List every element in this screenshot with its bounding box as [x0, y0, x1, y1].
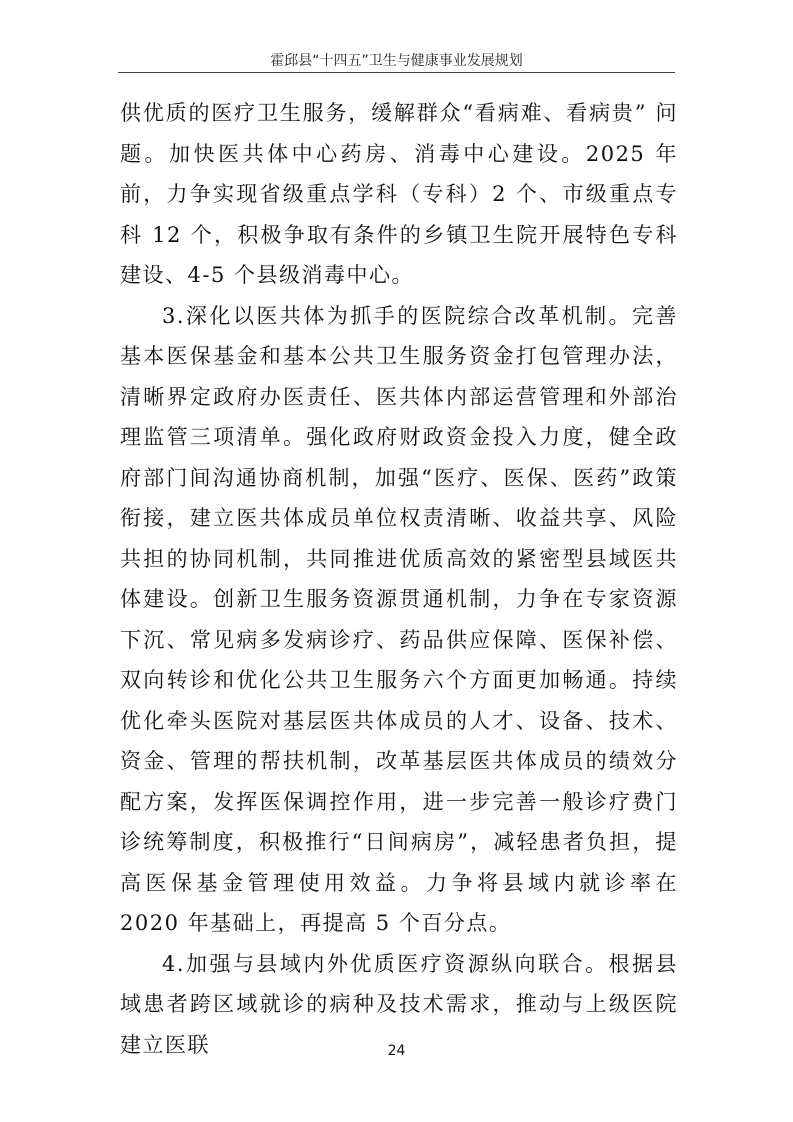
document-body: [120, 93, 678, 1065]
paragraph-resource-cooperation: 4.加强与县域内外优质医疗资源纵向联合。根据县域患者跨区域就诊的病种及技术需求，推动与上级医院建立医联: [120, 951, 678, 1057]
header-divider: [118, 72, 675, 73]
running-header: 霍邱县“十四五”卫生与健康事业发展规划: [270, 53, 523, 69]
paragraph-continued: 供优质的医疗卫生服务，缓解群众“看病难、看病贵” 问题。加快医共体中心药房、消毒中心建设。2025 年前，力争实现省级重点学科（专科）2 个、市级重点专科 12 个，积极争取有条件的乡镇卫生院开展特色专科建设、4-5 个县级消毒中心。: [120, 101, 678, 287]
page-number: 24: [387, 1043, 406, 1059]
paragraph-reform-mechanism: 3.深化以医共体为抓手的医院综合改革机制。完善基本医保基金和基本公共卫生服务资金打包管理办法，清晰界定政府办医责任、医共体内部运营管理和外部治理监管三项清单。强化政府财政资金投入力度，健全政府部门间沟通协商机制，加强“医疗、医保、医药”政策衔接，建立医共体成员单位权责清晰、收益共享、风险共担的协同机制，共同推进优质高效的紧密型县域医共体建设。创新卫生服务资源贯通机制，力争在专家资源下沉、常见病多发病诊疗、药品供应保障、医保补偿、双向转诊和优化公共卫生服务六个方面更加畅通。持续优化牵头医院对基层医共体成员的人才、设备、技术、资金、管理的帮扶机制，改革基层医共体成员的绩效分配方案，发挥医保调控作用，进一步完善一般诊疗费门诊统筹制度，积极推行“日间病房”，减轻患者负担，提高医保基金管理使用效益。力争将县域内就诊率在 2020 年基础上，再提高 5 个百分点。: [120, 303, 678, 935]
